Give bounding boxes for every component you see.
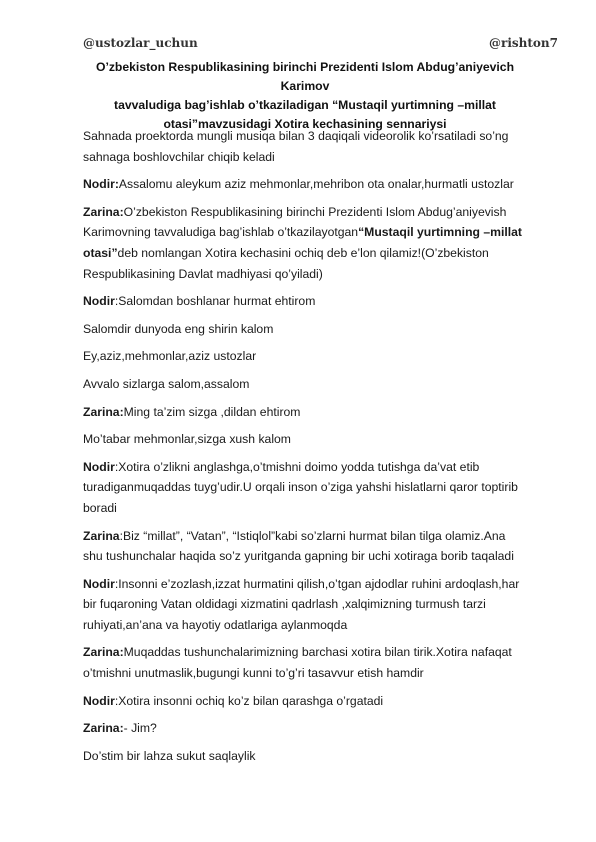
document-title	[70, 58, 540, 134]
text-line: deb nomlangan Xotira kechasini ochiq deb e’lon qilamiz!(O’zbekiston	[117, 245, 489, 260]
text-line: o’tmishni unutmaslik,bugungi kunni to’g’ri tasavvur etish hamdir	[83, 666, 424, 681]
speaker-label: Zarina	[83, 528, 120, 543]
poem-line: Avvalo sizlarga salom,assalom	[83, 376, 250, 391]
speaker-label: Nodir	[83, 693, 115, 708]
text-line: :Xotira insonni ochiq ko’z bilan qarashga o’rgatadi	[114, 693, 384, 708]
paragraph-nodir	[83, 574, 568, 636]
poem-line: Salomdir dunyoda eng shirin kalom	[83, 321, 274, 336]
paragraph-nodir	[83, 691, 568, 712]
header-handles	[83, 36, 558, 52]
text-line: sahnaga boshlovchilar chiqib keladi	[83, 149, 275, 164]
paragraph-stage-direction	[83, 126, 568, 167]
text-line: turadiganmuqaddas tuyg’udir.U orqali inson o’ziga yahshi hislatlarni qaror toptirib	[83, 480, 518, 495]
bold-phrase: “Mustaqil yurtimning –millat	[358, 225, 522, 240]
text-line: Assalomu aleykum aziz mehmonlar,mehribon ota onalar,hurmatli ustozlar	[118, 177, 514, 192]
speaker-label: Zarina:	[83, 721, 124, 736]
text-line: Karimovning tavvaludiga bag’ishlab o’tkazilayotgan	[83, 225, 359, 240]
text-line: :Salomdan boshlanar hurmat ehtirom	[114, 294, 316, 309]
paragraph-nodir	[83, 291, 568, 312]
channel-handle-left: @ustozlar_uchun	[83, 36, 198, 50]
text-line: Ming ta’zim sizga ,dildan ehtirom	[123, 404, 301, 419]
text-line: Sahnada proektorda mungli musiqa bilan 3 daqiqali videorolik ko’rsatiladi so’ng	[83, 129, 509, 143]
paragraph-zarina	[83, 402, 568, 423]
text-line: :Xotira o’zlikni anglashga,o’tmishni doimo yodda tutishga da’vat etib	[114, 459, 480, 474]
text-line: boradi	[83, 500, 117, 515]
text-line: O’zbekiston Respublikasining birinchi Prezidenti Islom Abdug’aniyevish	[123, 204, 507, 219]
speaker-label: Zarina:	[83, 404, 124, 419]
channel-handle-right: @rishton7	[489, 36, 558, 50]
text-line: bir fuqaroning Vatan oldidagi xizmatini qadrlash ,xalqimizning turmush tarzi	[83, 597, 486, 612]
speaker-label: Nodir:	[83, 177, 119, 192]
poem-line: Mo’tabar mehmonlar,sizga xush kalom	[83, 432, 291, 447]
text-line: :Biz “millat”, “Vatan”, “Istiqlol”kabi so’zlarni hurmat bilan tilga olamiz.Ana	[119, 528, 506, 543]
speaker-label: Zarina:	[83, 204, 124, 219]
poem-line: Ey,aziz,mehmonlar,aziz ustozlar	[83, 349, 257, 364]
speaker-label: Nodir	[83, 576, 115, 591]
text-line: - Jim?	[123, 721, 157, 736]
title-line: otasi”mavzusidagi Xotira kechasining sennariysi	[163, 117, 447, 131]
text-line: shu tushunchalar haqida so’z yuritganda gapning bir uchi xotiraga borib taqaladi	[83, 549, 514, 564]
text-line: Respublikasining Davlat madhiyasi qo’yiladi)	[83, 266, 323, 281]
paragraph-zarina	[83, 718, 568, 739]
bold-phrase: otasi”	[83, 245, 118, 260]
paragraph-nodir	[83, 174, 568, 195]
paragraph-zarina	[83, 642, 568, 683]
title-line: tavvaludiga bag’ishlab o’tkaziladigan “Mustaqil yurtimning –millat	[114, 98, 496, 112]
paragraph-nodir	[83, 457, 568, 519]
text-line: :Insonni e’zozlash,izzat hurmatini qilish,o’tgan ajdodlar ruhini ardoqlash,har	[114, 576, 520, 591]
paragraph-zarina	[83, 526, 568, 567]
speaker-label: Nodir	[83, 459, 115, 474]
title-line: O’zbekiston Respublikasining birinchi Prezidenti Islom Abdug’aniyevich Karimov	[95, 60, 515, 93]
speaker-label: Nodir	[83, 294, 115, 309]
text-line: Muqaddas tushunchalarimizning barchasi xotira bilan tirik.Xotira nafaqat	[123, 645, 512, 660]
paragraph-zarina	[83, 202, 568, 284]
speaker-label: Zarina:	[83, 645, 124, 660]
text-line: Do’stim bir lahza sukut saqlaylik	[83, 748, 256, 763]
text-line: ruhiyati,an’ana va hayotiy odatlariga aylanmoqda	[83, 617, 348, 632]
script-body	[83, 126, 568, 766]
